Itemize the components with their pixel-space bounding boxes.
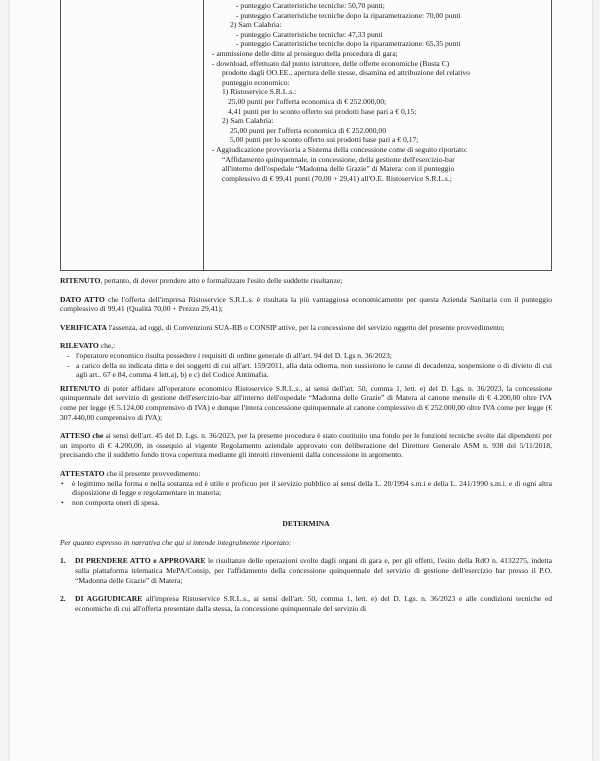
item-text: all'impresa Ristoservice S.R.L.s., ai sensi dell'art. 50, comma 1, lett. e) del D. Lgs. n. 36/2023 e alle condizioni tecniche ed economiche di cui all'offerta presentate dalla stessa, la concessione quinquennale del servizio di [75,594,552,613]
table-line: prodotte dagli OO.EE., apertura delle stesse, disamina ed attribuzione del relativo [222,68,470,78]
ritenuto-paragraph [60,276,552,286]
ritenuto-affidare-label: RITENUTO [60,383,101,393]
rilevato-text: che,: [98,341,116,351]
table-line: 4,41 punti per lo sconto offerto sui prodotti base pari a € 0,15; [228,106,417,116]
dato-atto-label: DATO ATTO [60,294,105,304]
verificata-label: VERIFICATA [60,322,107,332]
rilevato-label: RILEVATO [60,341,99,351]
determina-intro: Per quanto espresso in narrativa che qui si intende integralmente riportato: [60,537,292,547]
verificata-text: l'assenza, ad oggi, di Convenzioni SUA-RB o CONSIP attive, per la concessione del servizio oggetto del presente provvedimento; [106,322,505,332]
table-line: complessivo di € 99,41 punti (70,00 + 29,41) all'O.E. Ristoservice S.R.L.s.; [222,173,452,183]
item-label: DI AGGIUDICARE [75,594,143,604]
table-line: - ammissione delle ditte al prosieguo della procedura di gara; [212,48,398,58]
determina-item-2 [60,594,552,613]
ritenuto-label: RITENUTO [60,276,101,285]
table-line: - punteggio Caratteristiche tecniche dopo la riparametrazione: 70,00 punti [236,10,461,20]
ritenuto-text: , pertanto, di dover prendere atto e formalizzare l'esito delle suddette risultanze; [100,276,343,285]
dato-atto-text: che l'offerta dell'impresa Ristoservice S.R.L.s. è risultata la più vantaggiosa economicamente per questa Azienda Sanitaria con il punteggio complessivo di 99,41 (Qualità 70,00 + Prezzo 29,41); [60,294,552,314]
rilevato-list [60,351,552,380]
table-left-column [61,0,204,270]
attestato-label: ATTESTATO [60,468,105,478]
list-item: - a carico della su indicata ditta e dei soggetti di cui all'art. 159/2011, alla data odierna, non sussistono le cause di decadenza, sospensione o di divieto di cui agli art.. 67 e 84, comma 4 lett.a), b) e c) del Codice Antimafia. [60,361,552,380]
table-line: 25,00 punti per l'offerta economica di € 252.000,00; [228,96,387,106]
table-line: 2) Sam Calabria: [222,116,274,126]
determina-heading: DETERMINA [282,519,330,529]
item-number: 2. [60,594,66,604]
table-line: - download, effettuato dal punto istruttore, delle offerte economiche (Busta C) [212,58,450,68]
item-label: DI PRENDERE ATTO e APPROVARE [75,556,206,566]
ritenuto-affidare-text: di poter affidare all'operatore economico Ristoservice S.R.L.s., ai sensi dell'art. 50, comma 1, lett. e) del D. Lgs. n. 36/2023, la concessione quinquennale del servizio di gestione dell'esercizio-bar all'interno dell'ospedale “Madonna delle Grazie” di Matera al canone mensile di € 4.200,00 oltre IVA come per legge (€ 5.124,00 comprensivo di IVA) e dunque l'intera concessione quinquennale al canone complessivo di € 252.000,00 oltre IVA come per legge (€ 307.440,00 comprensivo di IVA); [60,383,552,422]
atteso-label: ATTESO che [60,431,104,441]
attestato-list [60,479,552,508]
list-item: - l'operatore economico risulta possedere i requisiti di ordine generale di all'art. 94 del D. Lgs n. 36/2023; [60,351,552,361]
dato-atto-paragraph [60,295,552,314]
proceedings-table [60,0,552,271]
table-line: 1) Ristoservice S.R.L.s.: [222,87,297,97]
list-item: • non comporta oneri di spesa. [60,498,552,508]
table-line: - punteggio Caratteristiche tecniche dopo la riparametrazione: 65,35 punti [236,39,461,49]
table-lines [208,1,545,183]
determina-list [60,556,552,613]
item-text: le risultanze delle operazioni svolte dagli organi di gara e, per gli effetti, l'esito della RdO n. 4132275, indetta sulla piattaforma telematica MePA/Consip, per l'affidamento della concessione quinquennale del servizio di gestione dell'esercizio bar presso il P.O. “Madonna delle Grazie” di Matera; [75,556,552,585]
table-line: - Aggiudicazione provvisoria a Sistema della concessione come di seguito riportato: [212,144,468,154]
verificata-paragraph [60,323,552,333]
table-line: 2) Sam Calabria: [230,20,282,30]
item-number: 1. [60,556,66,566]
document-body [60,0,552,613]
atteso-paragraph [60,431,552,460]
determina-item-1 [60,556,552,585]
ritenuto-affidare-paragraph [60,384,552,422]
table-line: - punteggio Caratteristiche tecniche: 50,70 punti; [236,1,385,10]
rilevato-paragraph [60,341,552,351]
table-line: all'interno dell'ospedale “Madonna delle Grazie” di Matera: con il punteggio [222,164,455,174]
attestato-paragraph [60,469,552,479]
table-line: 25,00 punti per l'offerta economica di € 252.000,00 [230,125,387,135]
attestato-text: che il presente provvedimento: [104,468,201,478]
table-line: 5,00 punti per lo sconto offerto sui prodotti base pari a € 0,17; [230,135,419,145]
table-right-column [204,0,551,270]
table-line: punteggio economico: [222,77,290,87]
table-line: - punteggio Caratteristiche tecniche: 47,33 punti [236,29,383,39]
atteso-text: ai sensi dell'art. 45 del D. Lgs. n. 36/2023, per la presente procedura è stato costituito una fondo per le funzioni tecniche svolte dai dipendenti per un importo di € 4.200,00, in ossequio al vigente Regolamento aziendale approvato con deliberazione del Direttore Generale ASM n. 938 del 5/11/2018, precisando che il suddetto fondo trova copertura mediante gli introiti rinvenienti dalla concessione in argomento. [60,431,553,460]
document-page [10,0,592,761]
list-item: • è legittimo nella forma e nella sostanza ed è utile e proficuo per il servizio pubblico ai sensi della L. 20/1994 s.m.i e della L. 241/1990 s.m.i. e di ogni altra disposizione di legge e regolamentare in materia; [60,479,552,498]
table-line: “Affidamento quinquennale, in concessione, della gestione dell'esercizio-bar [222,154,455,164]
